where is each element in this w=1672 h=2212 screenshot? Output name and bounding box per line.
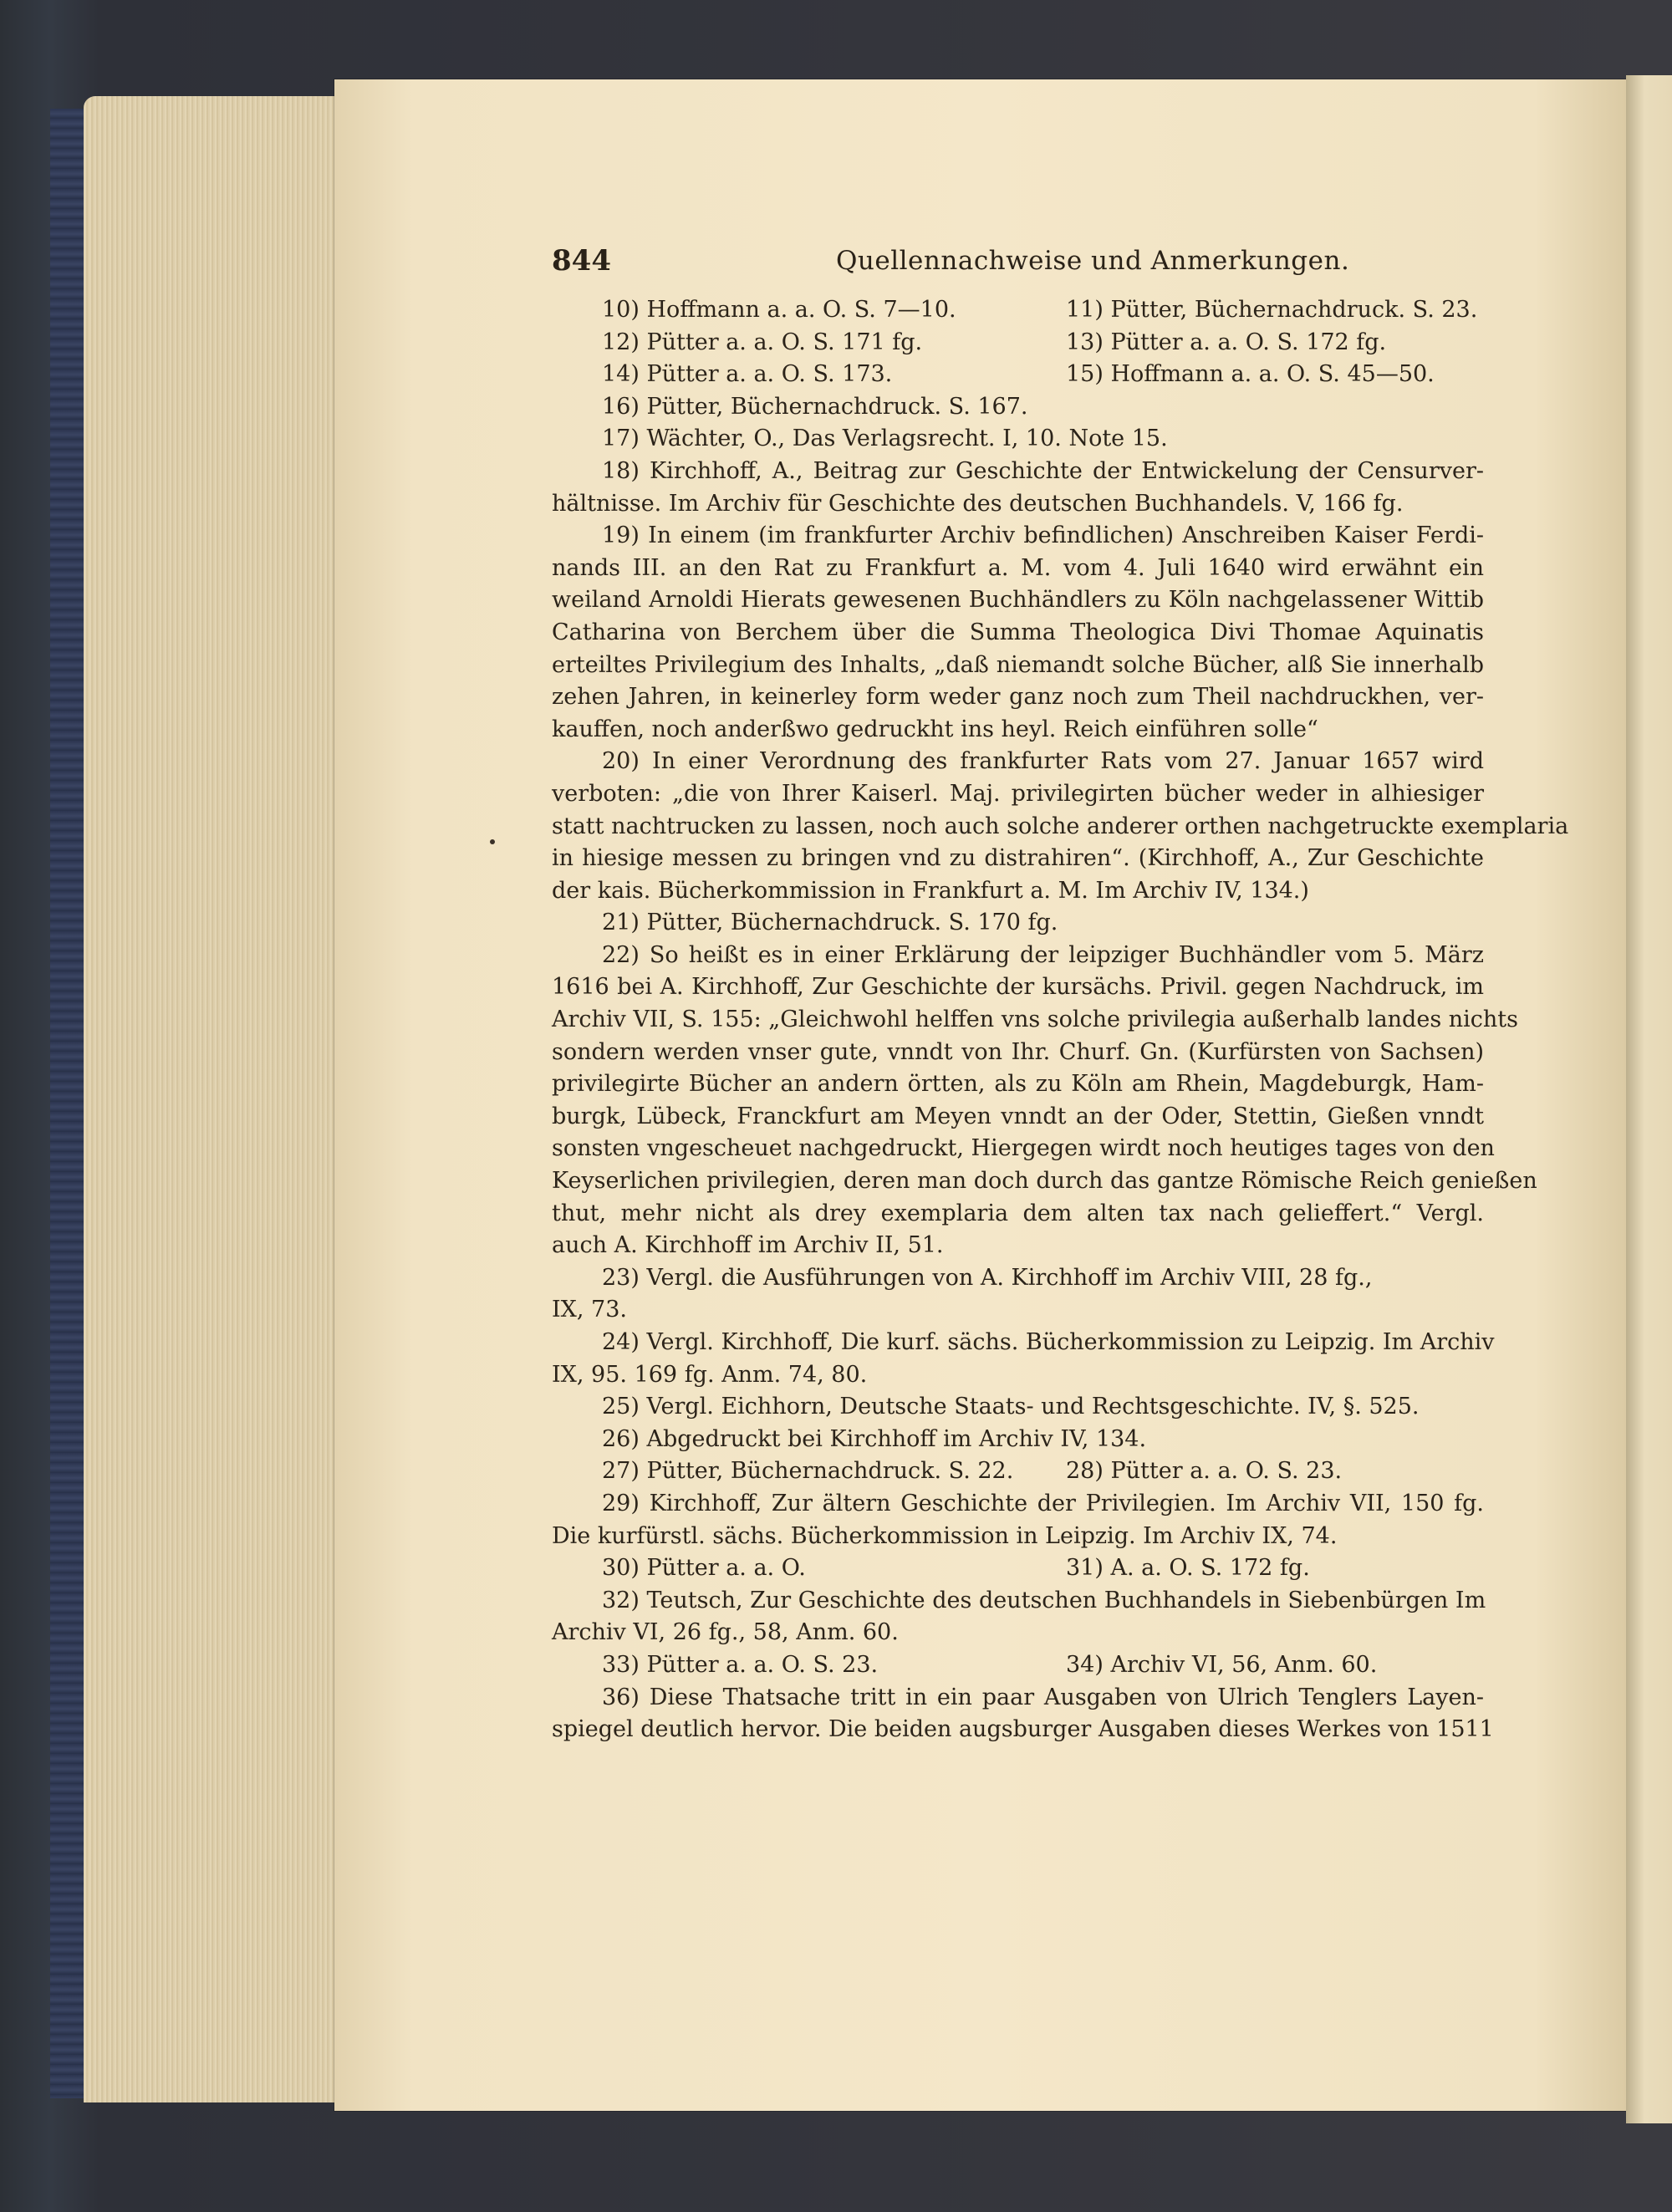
note-line [552, 1552, 1484, 1585]
note-line: thut, mehr nicht als drey exemplaria dem alten tax nach gelieffert.“ Vergl. [552, 1200, 1484, 1226]
note-line: kauffen, noch anderßwo gedruckht ins heyl. Reich einführen solle“ [552, 716, 1318, 742]
note-line: Catharina von Berchem über die Summa Theologica Divi Thomae Aquinatis [552, 619, 1484, 645]
note-entry: 14) Pütter a. a. O. S. 173. [602, 361, 893, 388]
note-line: verboten: „die von Ihrer Kaiserl. Maj. privilegirten bücher weder in alhiesiger [552, 780, 1484, 807]
note-line: 20) In einer Verordnung des frankfurter Rats vom 27. Januar 1657 wird [602, 748, 1484, 775]
note-entry: 31) A. a. O. S. 172 fg. [1066, 1555, 1310, 1582]
note-line: 29) Kirchhoff, Zur ältern Geschichte der Privilegien. Im Archiv VII, 150 fg. [602, 1490, 1484, 1516]
note-line: 25) Vergl. Eichhorn, Deutsche Staats- und Rechtsgeschichte. IV, §. 525. [602, 1394, 1420, 1420]
note-entry: 15) Hoffmann a. a. O. S. 45—50. [1066, 361, 1435, 388]
note-line: Keyserlichen privilegien, deren man doch durch das gantze Römische Reich genießen [552, 1168, 1537, 1195]
note-line: Archiv VII, S. 155: „Gleichwohl helffen vns solche privilegia außerhalb landes nichts [552, 1007, 1519, 1033]
note-entry: 13) Pütter a. a. O. S. 172 fg. [1066, 329, 1387, 355]
margin-mark [490, 839, 495, 844]
note-entry: 12) Pütter a. a. O. S. 171 fg. [602, 329, 923, 355]
note-line: spiegel deutlich hervor. Die beiden augsburger Ausgaben dieses Werkes von 1511 [552, 1716, 1494, 1743]
note-line: 1616 bei A. Kirchhoff, Zur Geschichte der kursächs. Privil. gegen Nachdruck, im [552, 974, 1484, 1001]
note-line: 24) Vergl. Kirchhoff, Die kurf. sächs. Bücherkommission zu Leipzig. Im Archiv [602, 1329, 1495, 1355]
note-entry: 34) Archiv VI, 56, Anm. 60. [1066, 1651, 1378, 1678]
note-line: 17) Wächter, O., Das Verlagsrecht. I, 10. Note 15. [602, 426, 1168, 452]
note-line: 36) Diese Thatsache tritt in ein paar Ausgaben von Ulrich Tenglers Layen- [602, 1684, 1484, 1710]
note-line: burgk, Lübeck, Franckfurt am Meyen vnndt an der Oder, Stettin, Gießen vnndt [552, 1103, 1484, 1129]
page-header [552, 244, 1488, 278]
note-line: sonsten vngescheuet nachgedruckt, Hiergegen wirdt noch heutiges tages von den [552, 1135, 1495, 1162]
note-line: 19) In einem (im frankfurter Archiv befindlichen) Anschreiben Kaiser Ferdi- [602, 522, 1484, 549]
note-line: 26) Abgedruckt bei Kirchhoff im Archiv IV, 134. [602, 1425, 1147, 1452]
note-line [552, 294, 1484, 327]
note-entry: 28) Pütter a. a. O. S. 23. [1066, 1458, 1343, 1485]
running-title: Quellennachweise und Anmerkungen. [836, 246, 1350, 276]
note-line: IX, 95. 169 fg. Anm. 74, 80. [552, 1361, 868, 1388]
note-line: 22) So heißt es in einer Erklärung der leipziger Buchhändler vom 5. März [602, 941, 1484, 968]
note-line: 18) Kirchhoff, A., Beitrag zur Geschichte der Entwickelung der Censurver- [602, 457, 1484, 484]
note-line: IX, 73. [552, 1297, 627, 1323]
page-edges [84, 96, 343, 2102]
note-line: hältnisse. Im Archiv für Geschichte des deutschen Buchhandels. V, 166 fg. [552, 490, 1404, 517]
note-line: 16) Pütter, Büchernachdruck. S. 167. [602, 393, 1028, 420]
note-line: nands III. an den Rat zu Frankfurt a. M. vom 4. Juli 1640 wird erwähnt ein [552, 554, 1484, 581]
note-line: in hiesige messen zu bringen vnd zu distrahiren“. (Kirchhoff, A., Zur Geschichte [552, 845, 1484, 872]
note-entry: 11) Pütter, Büchernachdruck. S. 23. [1066, 297, 1478, 323]
note-entry: 27) Pütter, Büchernachdruck. S. 22. [602, 1458, 1014, 1485]
note-line: zehen Jahren, in keinerley form weder ganz noch zum Theil nachdruckhen, ver- [552, 684, 1484, 711]
note-line [552, 1649, 1484, 1682]
note-line: auch A. Kirchhoff im Archiv II, 51. [552, 1232, 944, 1259]
facing-page-edge [1626, 75, 1672, 2123]
note-line [552, 327, 1484, 359]
note-entry: 10) Hoffmann a. a. O. S. 7—10. [602, 297, 956, 323]
note-line: Die kurfürstl. sächs. Bücherkommission in Leipzig. Im Archiv IX, 74. [552, 1522, 1338, 1549]
note-entry: 33) Pütter a. a. O. S. 23. [602, 1651, 879, 1678]
note-line: 21) Pütter, Büchernachdruck. S. 170 fg. [602, 910, 1058, 936]
page-number: 844 [552, 244, 611, 278]
note-line: sondern werden vnser gute, vnndt von Ihr. Churf. Gn. (Kurfürsten von Sachsen) [552, 1038, 1484, 1065]
note-line: erteiltes Privilegium des Inhalts, „daß niemandt solche Bücher, alß Sie innerhalb [552, 651, 1484, 678]
note-entry: 30) Pütter a. a. O. [602, 1555, 806, 1582]
note-line: der kais. Bücherkommission in Frankfurt a. M. Im Archiv IV, 134.) [552, 877, 1309, 904]
note-line: weiland Arnoldi Hierats gewesenen Buchhändlers zu Köln nachgelassener Wittib [552, 587, 1484, 614]
note-line: 23) Vergl. die Ausführungen von A. Kirchhoff im Archiv VIII, 28 fg., [602, 1264, 1373, 1291]
note-line: privilegirte Bücher an andern örtten, als zu Köln am Rhein, Magdeburgk, Ham- [552, 1071, 1484, 1098]
note-line [552, 359, 1484, 391]
note-line: 32) Teutsch, Zur Geschichte des deutschen Buchhandels in Siebenbürgen Im [602, 1587, 1486, 1613]
note-line [552, 1455, 1484, 1488]
note-line: Archiv VI, 26 fg., 58, Anm. 60. [552, 1619, 899, 1646]
note-line: statt nachtrucken zu lassen, noch auch solche anderer orthen nachgetruckte exemplaria [552, 813, 1569, 839]
endnotes-text [552, 294, 1569, 1746]
